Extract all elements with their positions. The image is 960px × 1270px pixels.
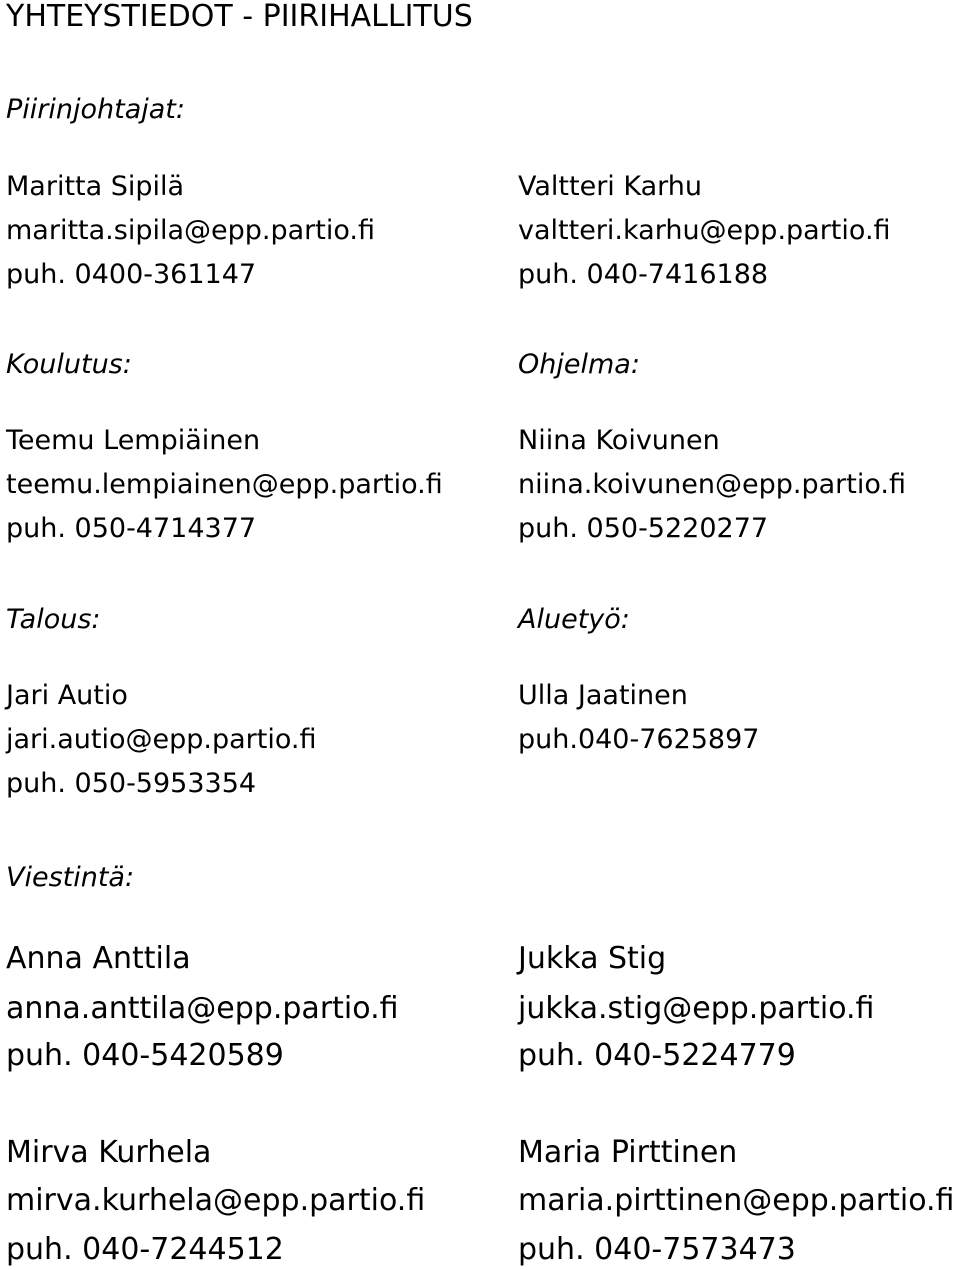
contact-name: Jari Autio [6, 680, 128, 711]
contact-email[interactable]: niina.koivunen@epp.partio.fi [518, 469, 906, 500]
contact-phone: puh. 050-5953354 [6, 768, 257, 799]
contact-email[interactable]: mirva.kurhela@epp.partio.fi [6, 1183, 426, 1218]
contact-email[interactable]: jukka.stig@epp.partio.fi [518, 991, 875, 1026]
page-title: YHTEYSTIEDOT - PIIRIHALLITUS [6, 0, 473, 34]
contact-name: Jukka Stig [518, 941, 667, 976]
contact-email[interactable]: valtteri.karhu@epp.partio.fi [518, 215, 891, 246]
contact-phone: puh. 050-4714377 [6, 513, 257, 544]
section-heading-viestinta: Viestintä: [6, 862, 135, 893]
contact-name: Teemu Lempiäinen [6, 425, 261, 456]
contact-phone: puh. 040-7573473 [518, 1232, 796, 1267]
contact-name: Niina Koivunen [518, 425, 720, 456]
contact-phone: puh. 040-7416188 [518, 259, 769, 290]
contact-phone: puh. 040-7244512 [6, 1232, 284, 1267]
contact-name: Valtteri Karhu [518, 171, 703, 202]
contact-phone: puh. 050-5220277 [518, 513, 769, 544]
contact-name: Maria Pirttinen [518, 1135, 738, 1170]
section-heading-aluetyo: Aluetyö: [518, 604, 630, 635]
contact-name: Ulla Jaatinen [518, 680, 688, 711]
contact-phone: puh.040-7625897 [518, 724, 760, 755]
contact-name: Anna Anttila [6, 941, 191, 976]
contact-email[interactable]: teemu.lempiainen@epp.partio.fi [6, 469, 443, 500]
contact-name: Maritta Sipilä [6, 171, 185, 202]
contact-email[interactable]: anna.anttila@epp.partio.fi [6, 991, 399, 1026]
contact-email[interactable]: maria.pirttinen@epp.partio.fi [518, 1183, 955, 1218]
contact-phone: puh. 040-5420589 [6, 1038, 284, 1073]
contact-email[interactable]: jari.autio@epp.partio.fi [6, 724, 317, 755]
section-heading-piirinjohtajat: Piirinjohtajat: [6, 94, 185, 125]
contact-email[interactable]: maritta.sipila@epp.partio.fi [6, 215, 375, 246]
section-heading-ohjelma: Ohjelma: [518, 349, 640, 380]
section-heading-koulutus: Koulutus: [6, 349, 132, 380]
section-heading-talous: Talous: [6, 604, 101, 635]
contact-name: Mirva Kurhela [6, 1135, 212, 1170]
contact-phone: puh. 0400-361147 [6, 259, 257, 290]
contact-phone: puh. 040-5224779 [518, 1038, 796, 1073]
